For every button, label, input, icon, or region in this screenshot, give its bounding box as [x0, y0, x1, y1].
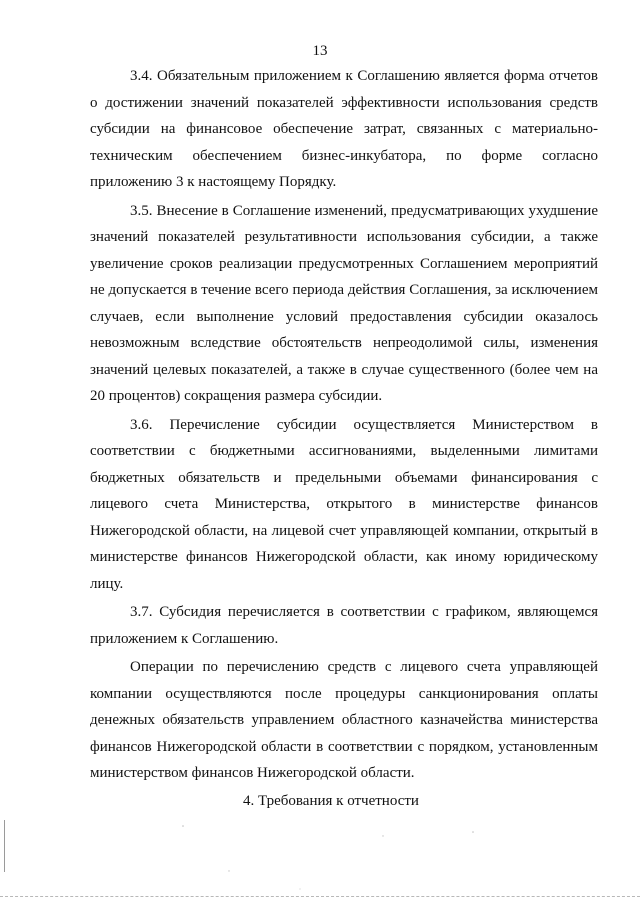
section-heading: 4. Требования к отчетности: [243, 793, 419, 809]
scan-speck: [299, 888, 300, 889]
scan-speck: [182, 825, 184, 827]
scan-speck: [382, 835, 383, 836]
scan-speck: [472, 831, 474, 833]
scan-speck: [228, 870, 229, 871]
page-number: 13: [312, 43, 328, 59]
body-text: [90, 63, 598, 787]
scan-edge-mark: [4, 820, 5, 872]
paragraph-3-4: 3.4. Обязательным приложением к Соглашению является форма отчетов о достижении значений показателей эффективности использования средств субсидии на финансовое обеспечение затрат, связанных с материально-техническим обеспечением бизнес-инкубатора, по форме согласно приложению 3 к настоящему Порядку.: [90, 68, 598, 190]
scan-bottom-edge: [0, 896, 640, 897]
paragraph-3-7: 3.7. Субсидия перечисляется в соответствии с графиком, являющемся приложением к Соглашению.: [90, 604, 598, 647]
paragraph-3-6: 3.6. Перечисление субсидии осуществляется Министерством в соответствии с бюджетными ассигнованиями, выделенными лимитами бюджетных обязательств и предельными объемами финансирования с лицевого счета Министерства, открытого в министерстве финансов Нижегородской области, на лицевой счет управляющей компании, открытый в министерстве финансов Нижегородской области, как иному юридическому лицу.: [90, 416, 598, 592]
paragraph-3-5: 3.5. Внесение в Соглашение изменений, предусматривающих ухудшение значений показателей результативности использования субсидии, а также увеличение сроков реализации предусмотренных Соглашением мероприятий не допускается в течение всего периода действия Соглашения, за исключением случаев, если выполнение условий предоставления субсидии оказалось невозможным вследствие обстоятельств непреодолимой силы, изменения значений целевых показателей, а также в случае существенного (более чем на 20 процентов) сокращения размера субсидии.: [90, 202, 598, 404]
paragraph-operations: Операции по перечислению средств с лицевого счета управляющей компании осуществляются после процедуры санкционирования оплаты денежных обязательств управлением областного казначейства министерства финансов Нижегородской области в соответствии с порядком, установленным министерством финансов Нижегородской области.: [90, 659, 598, 781]
